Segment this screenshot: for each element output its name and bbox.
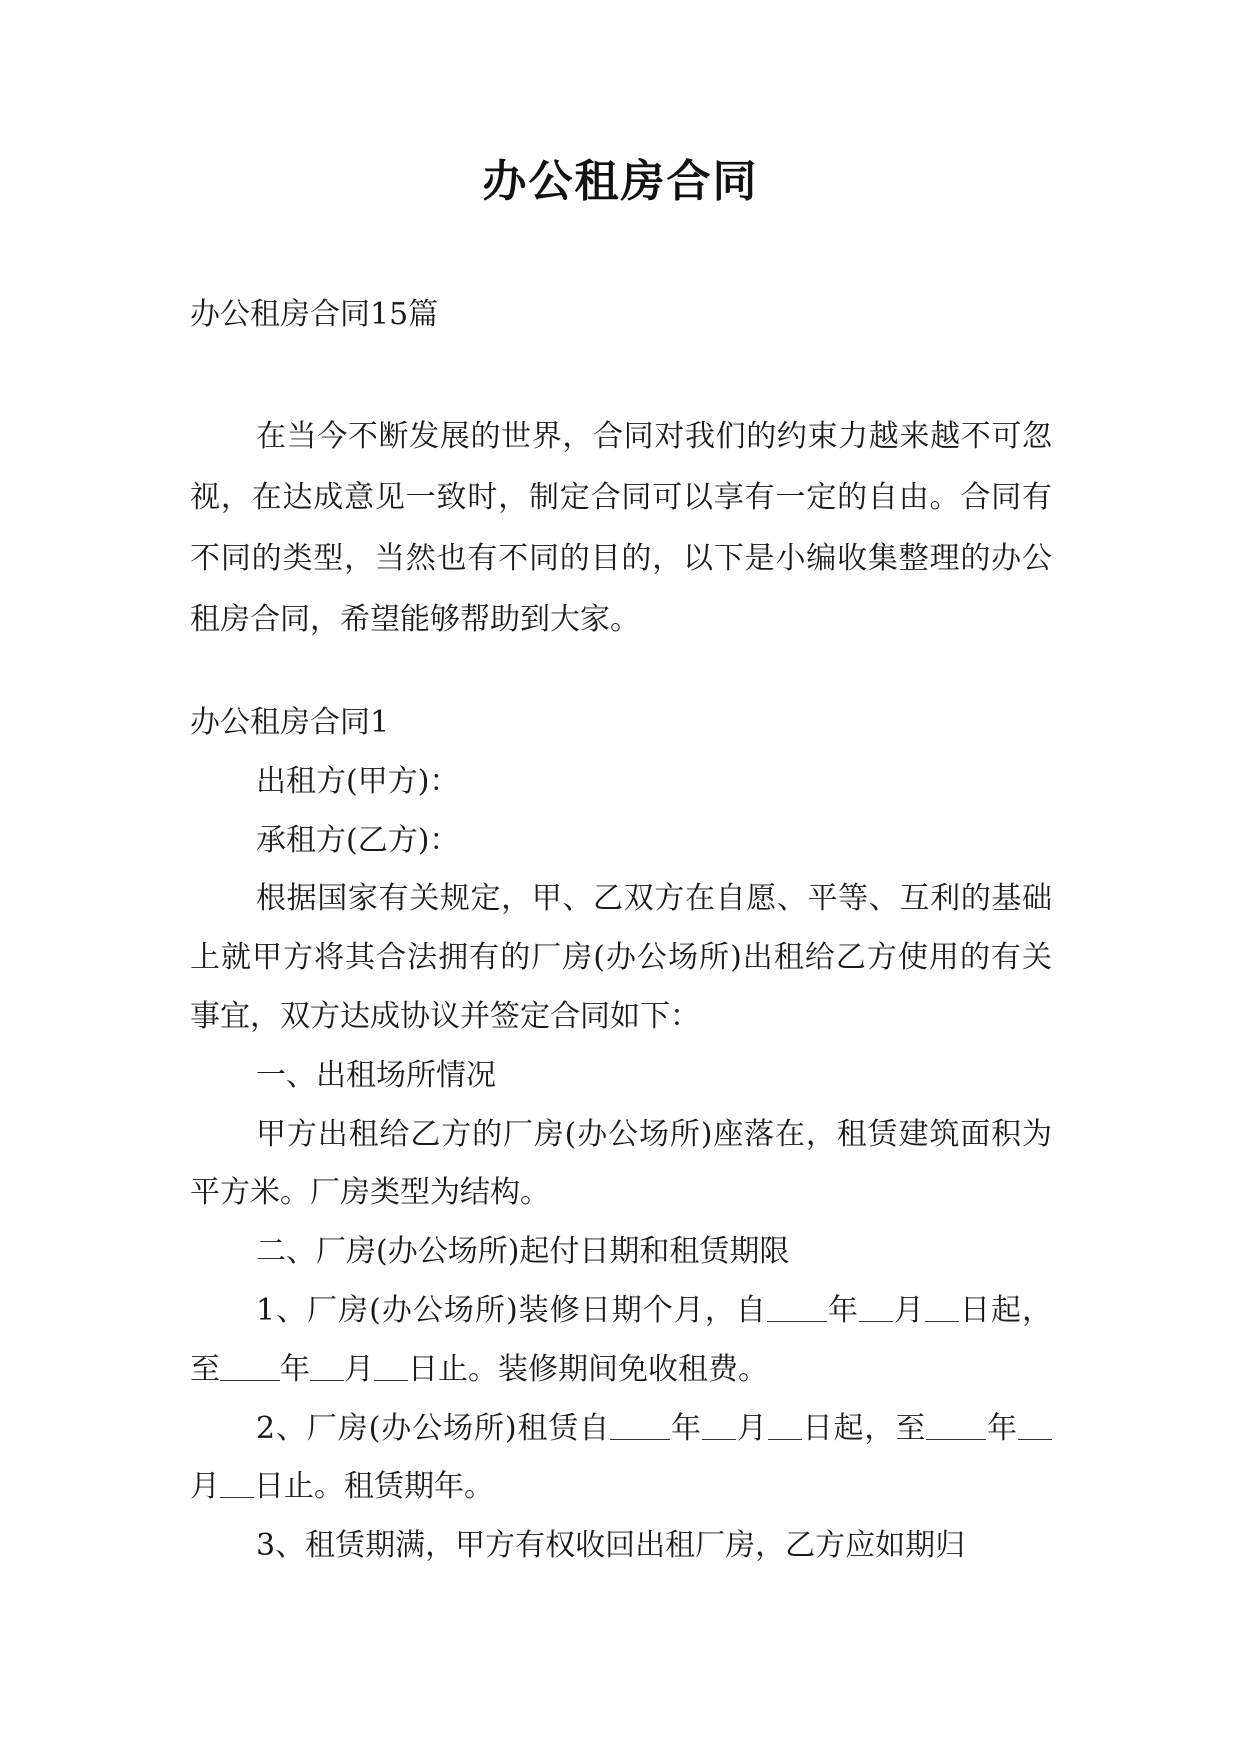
item-1-text: 1、厂房(办公场所)装修日期个月，自 — [256, 1292, 767, 1328]
year-label: 年 — [986, 1410, 1019, 1446]
month-blank — [859, 1295, 893, 1322]
intro-text: 在当今不断发展的世界，合同对我们的约束力越来越不可忽视，在达成意见一致时，制定合同可以享有一定的自由。合同有不同的类型，当然也有不同的目的，以下是小编收集整理的办公租房合同，希望能够帮助到大家。 — [190, 419, 1052, 637]
document-subtitle: 办公租房合同15篇 — [190, 297, 439, 332]
clause-1-text: 甲方出租给乙方的厂房(办公场所)座落在，租赁建筑面积为平方米。厂房类型为结构。 — [190, 1116, 1052, 1211]
clause-2-item-2 — [190, 1400, 1052, 1518]
month-blank — [1018, 1413, 1052, 1440]
lessor-line: 出租方(甲方)： — [256, 763, 460, 799]
preamble-paragraph: 根据国家有关规定，甲、乙双方在自愿、平等、互利的基础上就甲方将其合法拥有的厂房(办公场所)出租给乙方使用的有关事宜，双方达成协议并签定合同如下： — [190, 881, 1052, 1034]
clause-2-heading: 二、厂房(办公场所)起付日期和租赁期限 — [256, 1234, 790, 1270]
year-blank — [926, 1413, 986, 1440]
lessee-line: 承租方(乙方)： — [256, 822, 460, 858]
year-blank — [767, 1295, 827, 1322]
year-label: 年 — [670, 1410, 702, 1446]
year-blank — [220, 1354, 280, 1381]
item-2-text: 2、厂房(办公场所)租赁自 — [256, 1410, 611, 1446]
intro-paragraph — [190, 406, 1052, 650]
section-title: 办公租房合同1 — [190, 705, 390, 740]
day-blank — [768, 1413, 802, 1440]
day-to-label: 日止。装修期间免收租费。 — [408, 1351, 768, 1387]
year-label: 年 — [826, 1292, 859, 1328]
month-label: 月 — [735, 1410, 768, 1446]
month-label: 月 — [344, 1351, 374, 1387]
month-blank — [702, 1413, 736, 1440]
month-label: 月 — [190, 1469, 220, 1505]
clause-1-heading: 一、出租场所情况 — [256, 1057, 496, 1093]
year-label: 年 — [280, 1351, 310, 1387]
contract-body — [190, 694, 1052, 1576]
clause-2-item-1 — [190, 1282, 1052, 1400]
day-from-label: 日起，至 — [190, 1292, 1053, 1387]
year-blank — [610, 1413, 670, 1440]
month-blank — [310, 1354, 344, 1381]
day-blank — [220, 1471, 254, 1498]
day-blank — [374, 1354, 408, 1381]
clause-2-item-3: 3、租赁期满，甲方有权收回出租厂房，乙方应如期归 — [256, 1528, 966, 1564]
document-title: 办公租房合同 — [482, 156, 759, 207]
day-to-label: 日止。租赁期年。 — [254, 1469, 494, 1505]
day-from-label: 日起，至 — [801, 1410, 927, 1446]
month-label: 月 — [892, 1292, 925, 1328]
day-blank — [925, 1295, 959, 1322]
